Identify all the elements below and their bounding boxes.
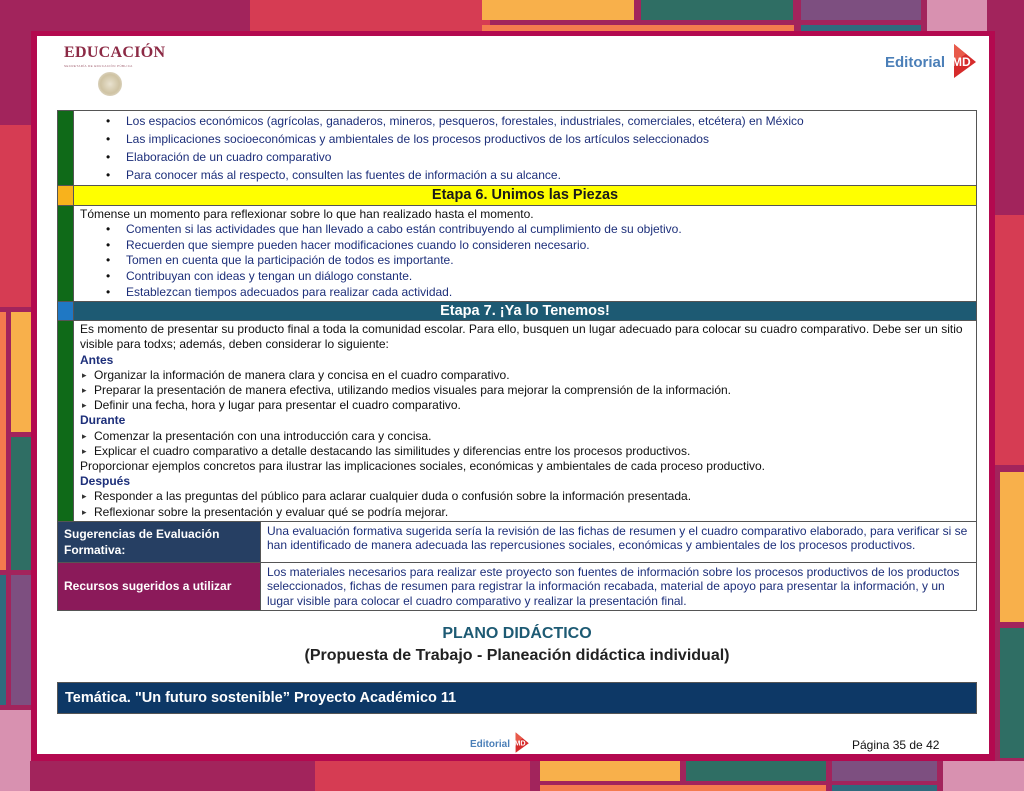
bg-block <box>0 575 6 705</box>
evaluacion-row <box>58 521 977 562</box>
recursos-label: Recursos sugeridos a utilizar <box>58 562 261 610</box>
list-item: • Elaboración de un cuadro comparativo <box>104 148 970 166</box>
md-logo-icon <box>512 731 530 758</box>
bg-block <box>801 0 921 20</box>
list-item: • Las implicaciones socioeconómicas y ambientales de los procesos productivos de los artículos seleccionados <box>104 130 970 148</box>
stage5-continuation-row <box>58 111 977 186</box>
stage6-list <box>80 222 970 300</box>
list-item: ▸ Explicar el cuadro comparativo a detalle destacando las similitudes y diferencias entre los procesos productivos. <box>80 444 970 459</box>
lesson-content <box>57 110 977 611</box>
stage5-list-cell <box>74 111 977 186</box>
stages-table <box>57 110 977 522</box>
list-item: ▸ Organizar la información de manera clara y concisa en el cuadro comparativo. <box>80 368 970 383</box>
footer-editorial-word: Editorial <box>470 739 511 750</box>
antes-list <box>80 368 970 414</box>
page-number: Página 35 de 42 <box>852 738 940 752</box>
plano-title: PLANO DIDÁCTICO <box>442 625 592 642</box>
bg-block <box>540 761 680 781</box>
durante-note: Proporcionar ejemplos concretos para ilustrar las implicaciones sociales, económicas y ambientales de cada proceso productivo. <box>80 459 766 473</box>
bg-block <box>995 215 1024 465</box>
stage6-body <box>74 206 977 302</box>
bg-block <box>832 785 937 791</box>
svg-text:MD: MD <box>952 55 971 69</box>
bg-block <box>1000 628 1024 758</box>
stage6-title: Etapa 6. Unimos las Piezas <box>74 186 977 206</box>
svg-text:MD: MD <box>514 738 526 748</box>
row-marker <box>58 206 74 302</box>
list-item: • Los espacios económicos (agrícolas, ganaderos, mineros, pesqueros, forestales, industriales, comerciales, etcétera) en México <box>104 112 970 130</box>
plano-subtitle: (Propuesta de Trabajo - Planeación didáctica individual) <box>304 647 730 664</box>
despues-heading: Después <box>80 474 131 489</box>
durante-heading: Durante <box>80 413 126 428</box>
bg-block <box>540 785 826 791</box>
bg-block <box>943 761 995 791</box>
bg-block <box>995 761 1024 791</box>
list-item: ▸ Comenzar la presentación con una introducción cara y concisa. <box>80 429 970 444</box>
stage7-title: Etapa 7. ¡Ya lo Tenemos! <box>74 302 977 321</box>
tematica-bar: Temática. "Un futuro sostenible” Proyecto Académico 11 <box>57 682 977 714</box>
list-item: • Contribuyan con ideas y tengan un diálogo constante. <box>104 269 970 285</box>
row-marker <box>58 321 74 522</box>
bg-block <box>315 761 530 791</box>
evaluation-table <box>57 521 977 611</box>
antes-heading: Antes <box>80 352 114 367</box>
row-marker <box>58 186 74 206</box>
bg-block <box>250 0 490 31</box>
recursos-text: Los materiales necesarios para realizar este proyecto son fuentes de información sobre los procesos productivos de los productos seleccionados, fichas de resumen para registrar la información recabada, material de apoyo para presentar la información, y un lugar visible para colocar el cuadro comparativo y realizar la presentación final. <box>261 562 977 610</box>
list-item: • Recuerden que siempre pueden hacer modificaciones cuando lo consideren necesario. <box>104 238 970 254</box>
plano-didactico-heading <box>57 625 977 665</box>
list-item: ▸ Reflexionar sobre la presentación y evaluar qué se podría mejorar. <box>80 505 970 520</box>
md-logo-icon <box>948 42 978 83</box>
bg-block <box>11 312 31 432</box>
sep-logo <box>64 44 165 96</box>
stage7-intro: Es momento de presentar su producto final a toda la comunidad escolar. Para ello, busquen un lugar adecuado para colocar su cuadro comparativo. Debe ser un sitio visible para todxs; además, deben considerar lo siguiente: <box>80 322 963 352</box>
stage6-intro: Tómense un momento para reflexionar sobre lo que han realizado hasta el momento. <box>80 207 534 221</box>
editorial-logo-word: Editorial <box>885 54 946 71</box>
evaluacion-text: Una evaluación formativa sugerida sería la revisión de las fichas de resumen y el cuadro comparativo elaborado, para verificar si se han identificado de manera adecuada las repercusiones sociales, económicas y ambientales de los procesos productivos. <box>261 521 977 562</box>
bg-block <box>0 0 240 30</box>
bg-block <box>0 312 6 570</box>
bg-block <box>482 0 634 20</box>
evaluacion-label: Sugerencias de Evaluación Formativa: <box>58 521 261 562</box>
list-item: • Tomen en cuenta que la participación de todos es importante. <box>104 253 970 269</box>
national-seal-icon <box>98 72 122 96</box>
sep-logo-subtitle: SECRETARÍA DE EDUCACIÓN PÚBLICA <box>64 64 133 68</box>
bg-block <box>30 761 305 791</box>
recursos-row <box>58 562 977 610</box>
list-item: ▸ Definir una fecha, hora y lugar para presentar el cuadro comparativo. <box>80 398 970 413</box>
bg-block <box>0 710 31 791</box>
footer-editorial-logo <box>470 731 530 758</box>
bg-block <box>0 125 31 307</box>
stage7-body <box>74 321 977 522</box>
row-marker <box>58 111 74 186</box>
stage7-body-row <box>58 321 977 522</box>
stage5-list <box>80 112 970 184</box>
sep-logo-title: EDUCACIÓN <box>64 44 166 61</box>
stage6-header-row <box>58 186 977 206</box>
list-item: • Comenten si las actividades que han llevado a cabo están contribuyendo al cumplimiento de su objetivo. <box>104 222 970 238</box>
stage6-body-row <box>58 206 977 302</box>
despues-list <box>80 489 970 519</box>
bg-block <box>11 437 31 570</box>
row-marker <box>58 302 74 321</box>
durante-list <box>80 429 970 459</box>
bg-block <box>927 0 987 31</box>
editorial-md-logo <box>885 42 978 83</box>
list-item: • Para conocer más al respecto, consulten las fuentes de información a su alcance. <box>104 166 970 184</box>
bg-block <box>832 761 937 781</box>
list-item: ▸ Preparar la presentación de manera efectiva, utilizando medios visuales para mejorar la comprensión de la información. <box>80 383 970 398</box>
list-item: • Establezcan tiempos adecuados para realizar cada actividad. <box>104 285 970 301</box>
stage7-header-row <box>58 302 977 321</box>
bg-block <box>641 0 793 20</box>
bg-block <box>686 761 826 781</box>
bg-block <box>11 575 31 705</box>
bg-block <box>1000 472 1024 622</box>
list-item: ▸ Responder a las preguntas del público para aclarar cualquier duda o confusión sobre la información presentada. <box>80 489 970 504</box>
